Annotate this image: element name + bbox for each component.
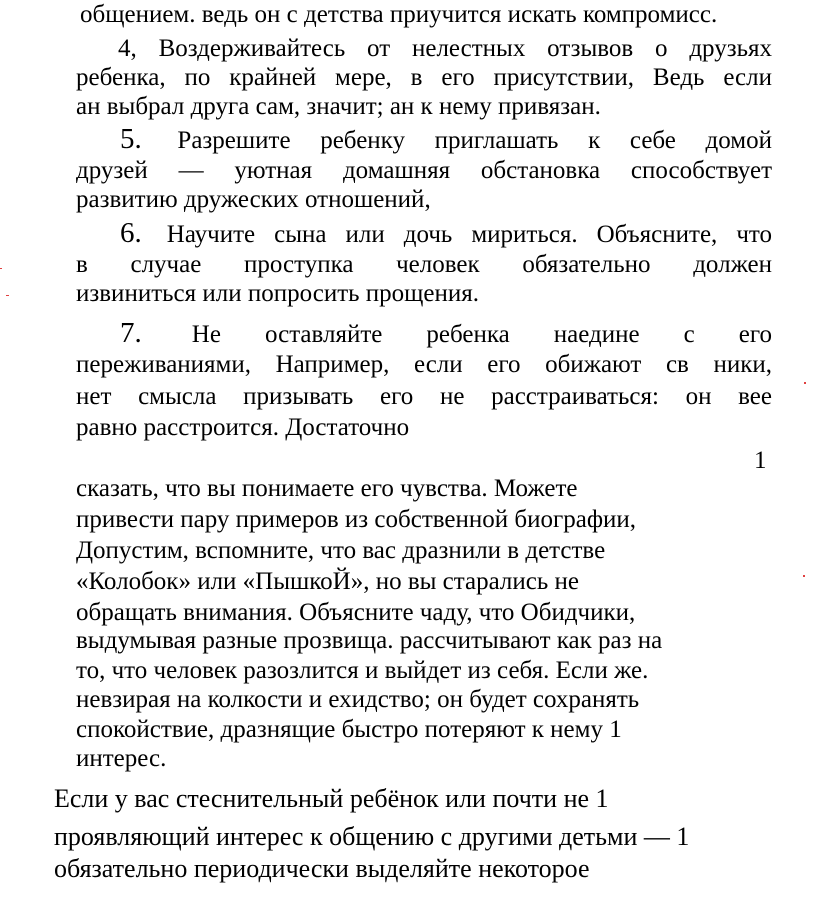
closing-line-3: обязательно периодически выделяйте некоторое <box>54 854 590 883</box>
item7-line-1 <box>120 318 772 350</box>
scan-mark-right-1 <box>804 382 806 384</box>
scan-mark-right-2 <box>803 575 805 577</box>
item5-line-2: друзей — уютная домашняя обстановка способствует <box>76 157 772 184</box>
continuation-line-6: выдумывая разные прозвища. рассчитывают как раз на <box>76 627 663 654</box>
item7-text: Не оставляйте ребенка наедине с его <box>191 321 773 348</box>
item5-text: Разрешите ребенку приглашать к себе домой <box>177 127 773 154</box>
continuation-line-1: сказать, что вы понимаете его чувства. Можете <box>76 475 578 502</box>
item7-number: 7. <box>120 317 142 349</box>
continuation-line-5: обращать внимания. Объясните чаду, что Обидчики, <box>76 599 636 626</box>
item7-line-4: равно расстроится. Достаточно <box>76 414 410 441</box>
item7-line-2: переживаниями, Например, если его обижают св ники, <box>76 351 772 378</box>
scan-mark-left-1 <box>0 268 2 269</box>
item5-line-3: развитию дружеских отношений, <box>76 186 431 213</box>
item4-line-2: ребенка, по крайней мере, в его присутствии, Ведь если <box>76 64 772 91</box>
continuation-line-3: Допустим, вспомните, что вас дразнили в детстве <box>76 537 606 564</box>
top-line: общением. ведь он с детства приучится искать компромисс. <box>80 1 718 28</box>
continuation-line-8: невзирая на колкости и ехидство; он будет сохранять <box>76 686 640 713</box>
item6-line-1 <box>120 218 772 250</box>
continuation-line-7: то, что человек разозлится и выйдет из себя. Если же. <box>76 657 649 684</box>
item7-line-3: нет смысла призывать его не расстраиваться: он вее <box>76 383 772 410</box>
continuation-line-2: привести пару примеров из собственной биографии, <box>76 506 637 533</box>
continuation-line-9: спокойствие, дразнящие быстро потеряют к нему 1 <box>76 716 622 743</box>
item6-line-3: извиниться или попросить прощения. <box>76 280 480 307</box>
continuation-line-10: интерес. <box>76 745 167 772</box>
scan-mark-left-2 <box>6 295 9 296</box>
continuation-line-4: «Колобок» или «ПышкоЙ», но вы старались не <box>76 568 580 595</box>
item5-line-1 <box>120 124 772 156</box>
item6-line-2: в случае проступка человек обязательно должен <box>76 251 772 278</box>
page-number: 1 <box>754 447 767 474</box>
closing-line-2: проявляющий интерес к общению с другими детьми — 1 <box>54 822 690 851</box>
item6-number: 6. <box>120 217 142 249</box>
closing-line-1: Если у вас стеснительный ребёнок или почти не 1 <box>54 784 609 813</box>
item6-text: Научите сына или дочь мириться. Объясните, что <box>166 221 772 248</box>
item4-line-3: ан выбрал друга сам, значит; ан к нему привязан. <box>76 93 601 120</box>
item4-line-1: 4, Воздерживайтесь от нелестных отзывов о друзьях <box>118 35 772 62</box>
item5-number: 5. <box>120 123 142 155</box>
